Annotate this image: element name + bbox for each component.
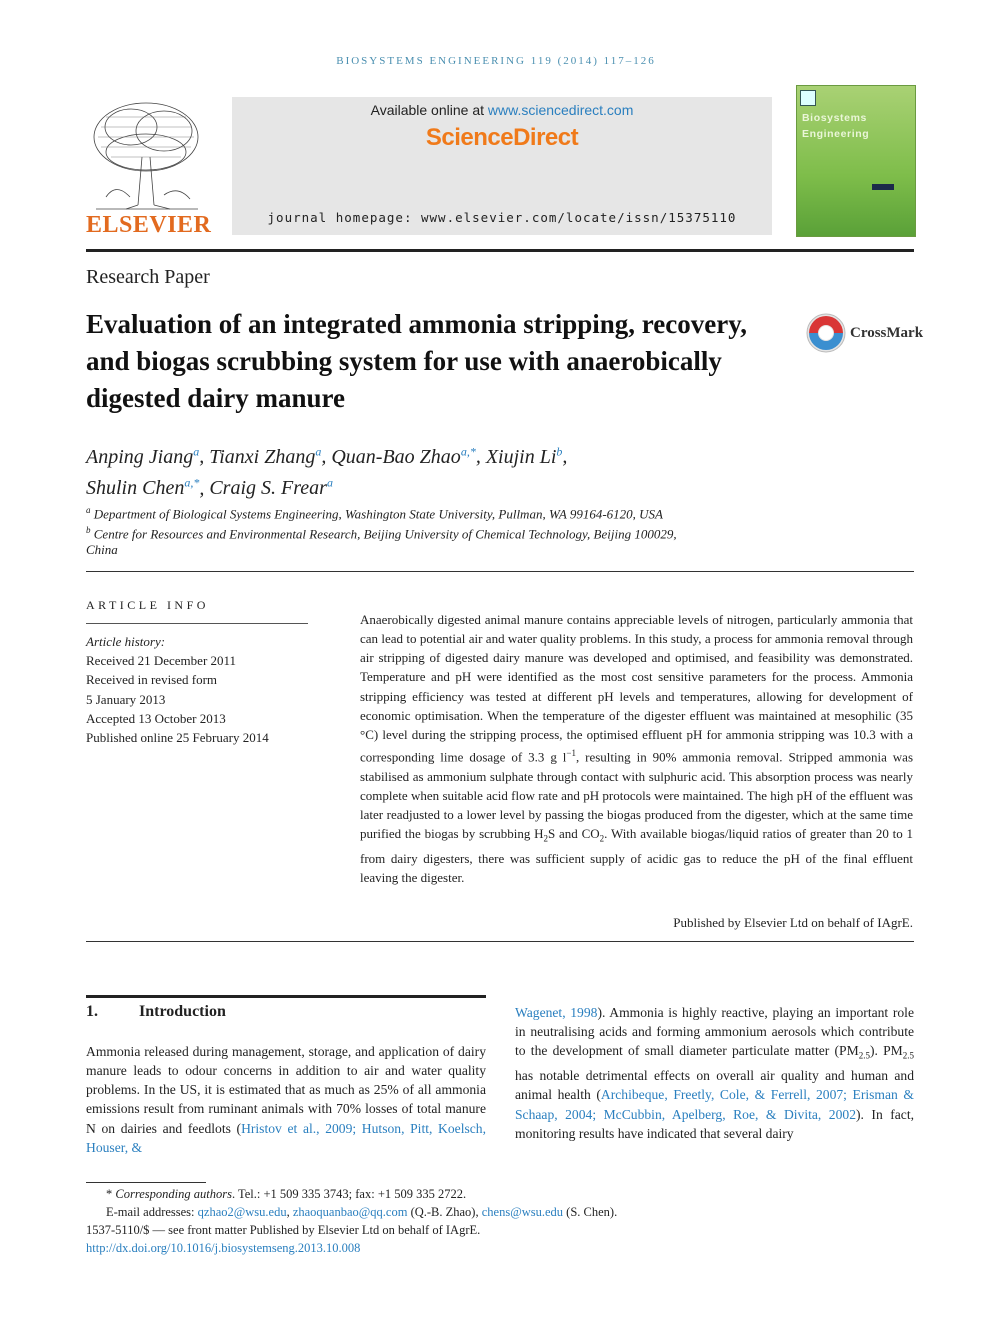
sciencedirect-brand: ScienceDirect — [425, 124, 579, 151]
author[interactable]: Craig S. Frear$^a$ — [209, 475, 333, 500]
article-info-rule — [86, 623, 308, 624]
journal-cover-thumbnail — [796, 85, 916, 237]
cover-publisher-mark — [800, 90, 816, 106]
header-rule — [86, 249, 914, 252]
cover-title-line-1: Biosystems — [802, 112, 867, 124]
journal-homepage[interactable]: journal homepage: www.elsevier.com/locate/issn/15375110 — [267, 210, 737, 225]
cover-label — [872, 184, 894, 190]
email-addresses: E-mail addresses: qzhao2@wsu.edu, zhaoquanbao@qq.com (Q.-B. Zhao), chens@wsu.edu (S. Chen). — [106, 1205, 618, 1219]
author[interactable]: Tianxi Zhang$^a$ — [209, 444, 322, 468]
corresponding-author-note: * Corresponding authors. Tel.: +1 509 335 3743; fax: +1 509 335 2722. — [106, 1187, 467, 1201]
published-by: Published by Elsevier Ltd on behalf of IAgrE. — [673, 915, 913, 930]
article-info-heading: ARTICLE INFO — [86, 598, 209, 612]
email-link[interactable]: chens@wsu.edu — [481, 1205, 564, 1219]
author-list — [86, 438, 886, 501]
paper-type: Research Paper — [86, 266, 210, 288]
intro-column-left: Ammonia released during management, storage, and application of dairy manure leads to odour concerns in addition to air and water quality problems. In the US, it is estimated that as much as 25% of all ammonia emissions result from ruminant animals with 70% losses of total manure N on dairies and feedlots (Hristov et al., 2009; Hutson, Pitt, Koelsch, Houser, & — [86, 1044, 486, 1155]
section-rule — [86, 995, 486, 998]
crossmark-icon — [806, 313, 846, 353]
doi-link[interactable]: http://dx.doi.org/10.1016/j.biosystemseng.2013.10.008 — [86, 1241, 361, 1255]
affiliation-b-country: China — [86, 542, 118, 557]
author[interactable]: Quan-Bao Zhao$^{a,*}$ — [331, 444, 476, 468]
available-online-line — [232, 102, 772, 118]
divider — [86, 571, 914, 572]
accepted-date: Accepted 13 October 2013 — [86, 710, 226, 726]
affiliation-a: $^a$ Department of Biological Systems Engineering, Washington State University, Pullman, WA 99164-6120, USA — [86, 505, 663, 522]
author-separator: , — [199, 477, 210, 500]
author-separator: , — [199, 445, 210, 468]
footnote-rule — [86, 1182, 206, 1183]
history-label: Article history: — [86, 634, 166, 649]
email-link[interactable]: qzhao2@wsu.edu — [197, 1205, 287, 1219]
crossmark-badge[interactable] — [806, 313, 923, 353]
journal-citation: BIOSYSTEMS ENGINEERING 119 (2014) 117–126 — [336, 55, 656, 67]
crossmark-label: CrossMark — [850, 324, 924, 341]
revised-label: Received in revised form — [86, 672, 218, 688]
affiliation-b: $^b$ Centre for Resources and Environmental Research, Beijing University of Chemical Technology, Beijing 100029, — [86, 525, 677, 542]
section-heading-introduction — [86, 1003, 226, 1021]
footnotes — [86, 1185, 914, 1257]
published-date: Published online 25 February 2014 — [86, 730, 269, 746]
elsevier-wordmark: ELSEVIER — [86, 212, 212, 238]
article-history — [86, 632, 326, 747]
cover-title — [802, 110, 910, 142]
cover-title-line-2: Engineering — [802, 128, 870, 140]
received-date: Received 21 December 2011 — [86, 653, 237, 669]
revised-date: 5 January 2013 — [86, 691, 166, 707]
available-online-text: Available online at — [370, 102, 488, 118]
author[interactable]: Xiujin Li$^b$ — [485, 444, 563, 468]
abstract: Anaerobically digested animal manure contains appreciable levels of nitrogen, particularly ammonia that can lead to potential air and water quality problems. In this study, a process for ammonia removal through air stripping of digested dairy manure was developed and optimised, and feasibility was demonstrated. Temperature and pH were identified as the most cost sensitive parameters for the process. Ammonia stripping efficiency was tested at different pH levels and temperatures, allowing for development of economic optimisation. When the temperature of the digester effluent was maintained at mesophilic (35 °C) level during the stripping process, the optimised effluent pH for ammonia stripping was 10.3 with a corresponding lime dosage of 3.3 g $l^{-1}$, resulting in 90% ammonia removal. Stripped ammonia was stabilised as ammonium sulphate through contact with sulphuric acid. This absorption process was nearly complete when suitable acid flow rate and pH protocols were maintained. The high pH of the effluent was later readjusted to a lower level by passing the biogas produced from the digester, which at the same time purified the biogas by scrubbing $H_2S$ and $CO_2$. With available biogas/liquid ratios of greater than 20 to 1 from dairy digesters, there was sufficient supply of acidic gas to reduce the pH of the final effluent leaving the digester. — [360, 612, 914, 885]
author-separator: , — [562, 445, 568, 468]
citation-link[interactable]: Wagenet, 1998 — [515, 1005, 598, 1020]
issn-note: 1537-5110/$ — see front matter Published by Elsevier Ltd on behalf of IAgrE. — [86, 1223, 481, 1237]
divider — [86, 941, 914, 942]
author[interactable]: Anping Jiang$^a$ — [86, 444, 200, 468]
citation-link[interactable]: Archibeque, Freetly, Cole, & Ferrell, 2007; Erisman & Schaap, 2004; McCubbin, Apelberg, Roe, & Divita, 2002 — [515, 1087, 914, 1122]
intro-column-right: Wagenet, 1998). Ammonia is highly reactive, playing an important role in neutralising acids and forming ammonium aerosols which contribute to the development of small diameter particulate matter $(PM_{2.5})$. $PM_{2.5}$ has notable detrimental effects on overall air quality and human and animal health (Archibeque, Freetly, Cole, & Ferrell, 2007; Erisman & Schaap, 2004; McCubbin, Apelberg, Roe, & Divita, 2002). In fact, monitoring results have indicated that several dairy — [515, 1005, 914, 1141]
section-number: 1. — [86, 1003, 98, 1020]
sciencedirect-link[interactable]: www.sciencedirect.com — [487, 102, 634, 118]
email-link[interactable]: zhaoquanbao@qq.com — [292, 1205, 408, 1219]
paper-title: Evaluation of an integrated ammonia stripping, recovery, and biogas scrubbing system for use with anaerobically digested dairy manure — [86, 309, 747, 413]
author[interactable]: Shulin Chen$^{a,*}$ — [86, 475, 200, 500]
section-title: Introduction — [139, 1003, 226, 1020]
author-separator: , — [475, 445, 486, 468]
citation-link[interactable]: Hristov et al., 2009; Hutson, Pitt, Koelsch, Houser, & — [86, 1120, 486, 1155]
author-separator: , — [321, 445, 332, 468]
